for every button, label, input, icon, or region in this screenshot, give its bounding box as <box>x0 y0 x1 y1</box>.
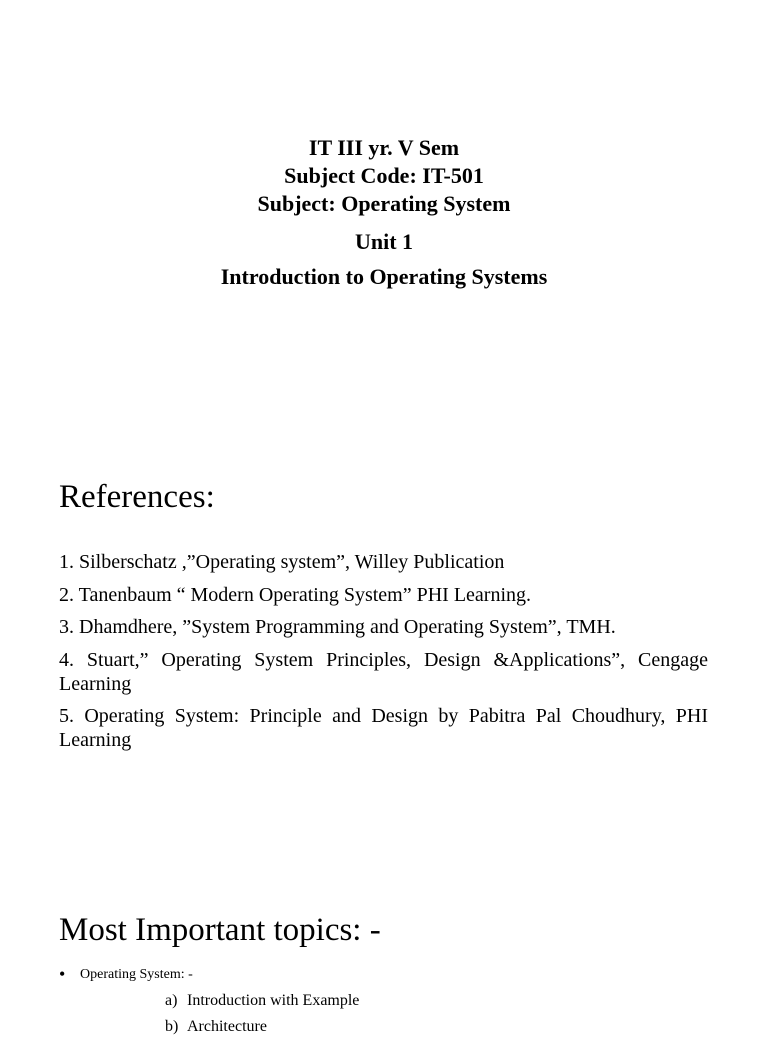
references-heading: References: <box>59 479 215 515</box>
unit-title: Unit 1 <box>354 229 414 254</box>
subtopic-list <box>80 988 708 1040</box>
course-line: IT III yr. V Sem <box>308 135 460 160</box>
chapter-title: Introduction to Operating Systems <box>220 264 548 289</box>
bullet-icon: • <box>59 964 66 984</box>
references-list <box>59 550 708 761</box>
subtopic-marker: b) <box>165 1018 179 1035</box>
subject-code: Subject Code: IT-501 <box>284 163 484 188</box>
topics-heading: Most Important topics: - <box>59 912 381 948</box>
reference-item: 3. Dhamdhere, ”System Programming and Operating System”, TMH. <box>59 616 616 638</box>
topic-item <box>59 964 708 1040</box>
subtopic-item <box>165 1014 708 1040</box>
reference-item: 4. Stuart,” Operating System Principles, Design &Applications”, Cengage Learning <box>59 648 708 695</box>
subtopic-item <box>165 988 708 1014</box>
topics-list <box>59 964 708 1040</box>
subtopic-text: Introduction with Example <box>187 992 360 1009</box>
topic-label: Operating System: - <box>80 967 193 982</box>
reference-item: 2. Tanenbaum “ Modern Operating System” PHI Learning. <box>59 583 532 606</box>
subtopic-text: Architecture <box>187 1018 267 1035</box>
subtopic-marker: a) <box>165 992 178 1009</box>
subject-name: Subject: Operating System <box>257 191 511 216</box>
reference-item: 5. Operating System: Principle and Design by Pabitra Pal Choudhury, PHI Learning <box>59 705 708 751</box>
reference-item: 1. Silberschatz ,”Operating system”, Willey Publication <box>59 551 505 573</box>
title-block <box>0 134 768 291</box>
